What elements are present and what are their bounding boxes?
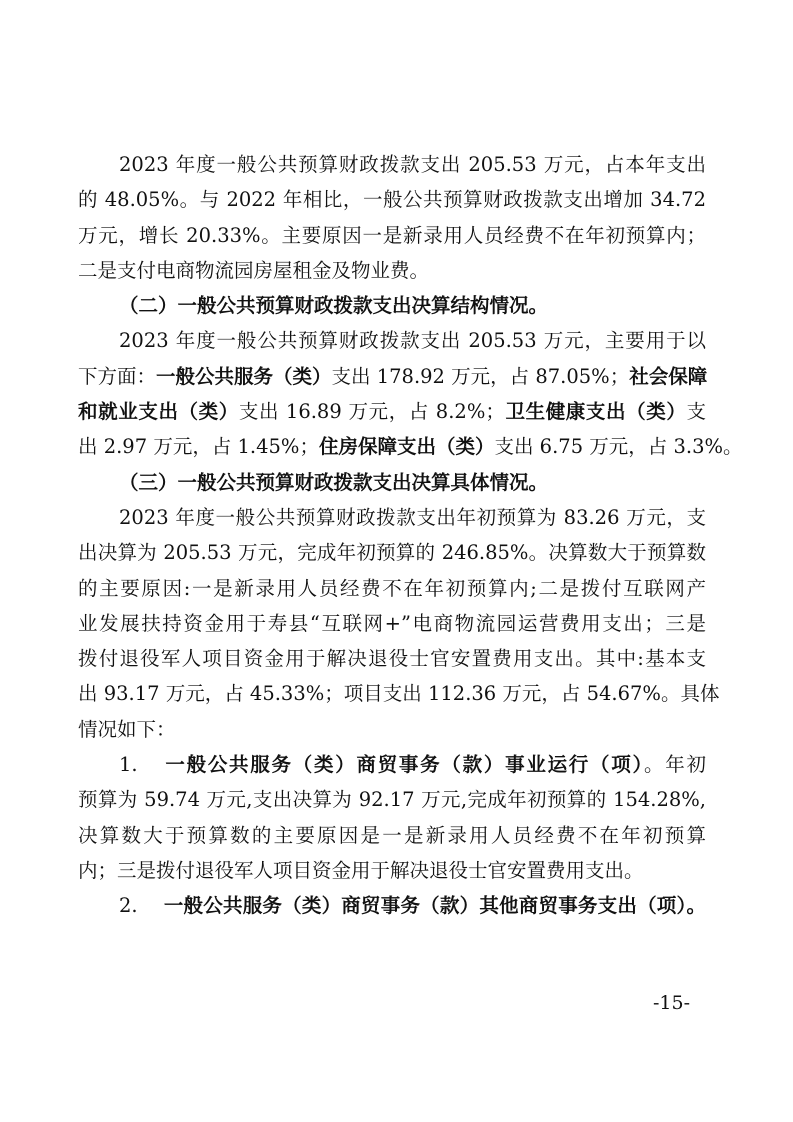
text-segment: 。年初: [644, 753, 706, 777]
document-body: [78, 147, 743, 924]
text-segment: 支出 16.89 万元，占 8.2%；: [238, 400, 505, 424]
text-segment: 支: [686, 400, 706, 424]
text-line: [78, 359, 706, 394]
list-item-2: [78, 888, 706, 923]
paragraph-expenditure-details: [78, 500, 720, 747]
text-line: 业发展扶持资金用于寿县“互联网+”电商物流园运营费用支出；三是: [78, 611, 706, 635]
category-general-public-services: 一般公共服务（类）: [156, 364, 332, 388]
text-line: [78, 429, 743, 464]
section-heading-details: （三）一般公共预算财政拨款支出决算具体情况。: [119, 470, 549, 494]
text-line: [78, 394, 706, 429]
text-line: 出 93.17 万元，占 45.33%；项目支出 112.36 万元，占 54.67%。具体: [78, 682, 720, 706]
category-social-security-cont: 和就业支出（类）: [78, 400, 239, 424]
text-line: [78, 747, 706, 782]
text-segment: 下方面：: [78, 364, 157, 388]
text-segment: 出 2.97 万元，占 1.45%；: [78, 435, 319, 459]
text-line: 情况如下：: [78, 717, 176, 741]
text-line: 内；三是拨付退役军人项目资金用于解决退役士官安置费用支出。: [78, 858, 644, 882]
section-heading-structure: （二）一般公共预算财政拨款支出决算结构情况。: [119, 294, 549, 318]
paragraph-expenditure-structure: [78, 323, 743, 464]
category-housing: 住房保障支出（类）: [318, 435, 495, 459]
text-line: [78, 888, 706, 923]
text-segment: 支出 6.75 万元，占 3.3%。: [494, 435, 743, 459]
text-line: 万元，增长 20.33%。主要原因一是新录用人员经费不在年初预算内；: [78, 223, 706, 247]
item-number: 1.: [119, 753, 138, 777]
category-health: 卫生健康支出（类）: [504, 400, 687, 424]
paragraph-expenditure-overview: [78, 147, 706, 288]
text-line: 的 48.05%。与 2022 年相比，一般公共预算财政拨款支出增加 34.72: [78, 188, 706, 212]
text-line: 二是支付电商物流园房屋租金及物业费。: [78, 258, 430, 282]
category-social-security: 社会保障: [629, 364, 708, 388]
page-number: -15-: [653, 992, 691, 1014]
item-title: 一般公共服务（类）商贸事务（款）事业运行（项）: [163, 753, 644, 777]
text-line: 2023 年度一般公共预算财政拨款支出年初预算为 83.26 万元，支: [119, 505, 706, 529]
text-line: 拨付退役军人项目资金用于解决退役士官安置费用支出。其中:基本支: [78, 647, 706, 671]
item-title: 一般公共服务（类）商贸事务（款）其他商贸事务支出（项）。: [163, 894, 706, 918]
item-number: 2.: [119, 894, 138, 918]
text-line: 预算为 59.74 万元,支出决算为 92.17 万元,完成年初预算的 154.28%,: [78, 788, 706, 812]
text-line: 决算数大于预算数的主要原因是一是新录用人员经费不在年初预算: [78, 823, 706, 847]
text-segment: 支出 178.92 万元，占 87.05%；: [331, 364, 630, 388]
list-item-1: [78, 747, 706, 888]
text-line: 2023 年度一般公共预算财政拨款支出 205.53 万元，主要用于以: [119, 329, 706, 353]
text-line: 出决算为 205.53 万元，完成年初预算的 246.85%。决算数大于预算数: [78, 541, 706, 565]
text-line: 2023 年度一般公共预算财政拨款支出 205.53 万元，占本年支出: [119, 153, 706, 176]
text-line: 的主要原因:一是新录用人员经费不在年初预算内;二是拨付互联网产: [78, 576, 706, 600]
